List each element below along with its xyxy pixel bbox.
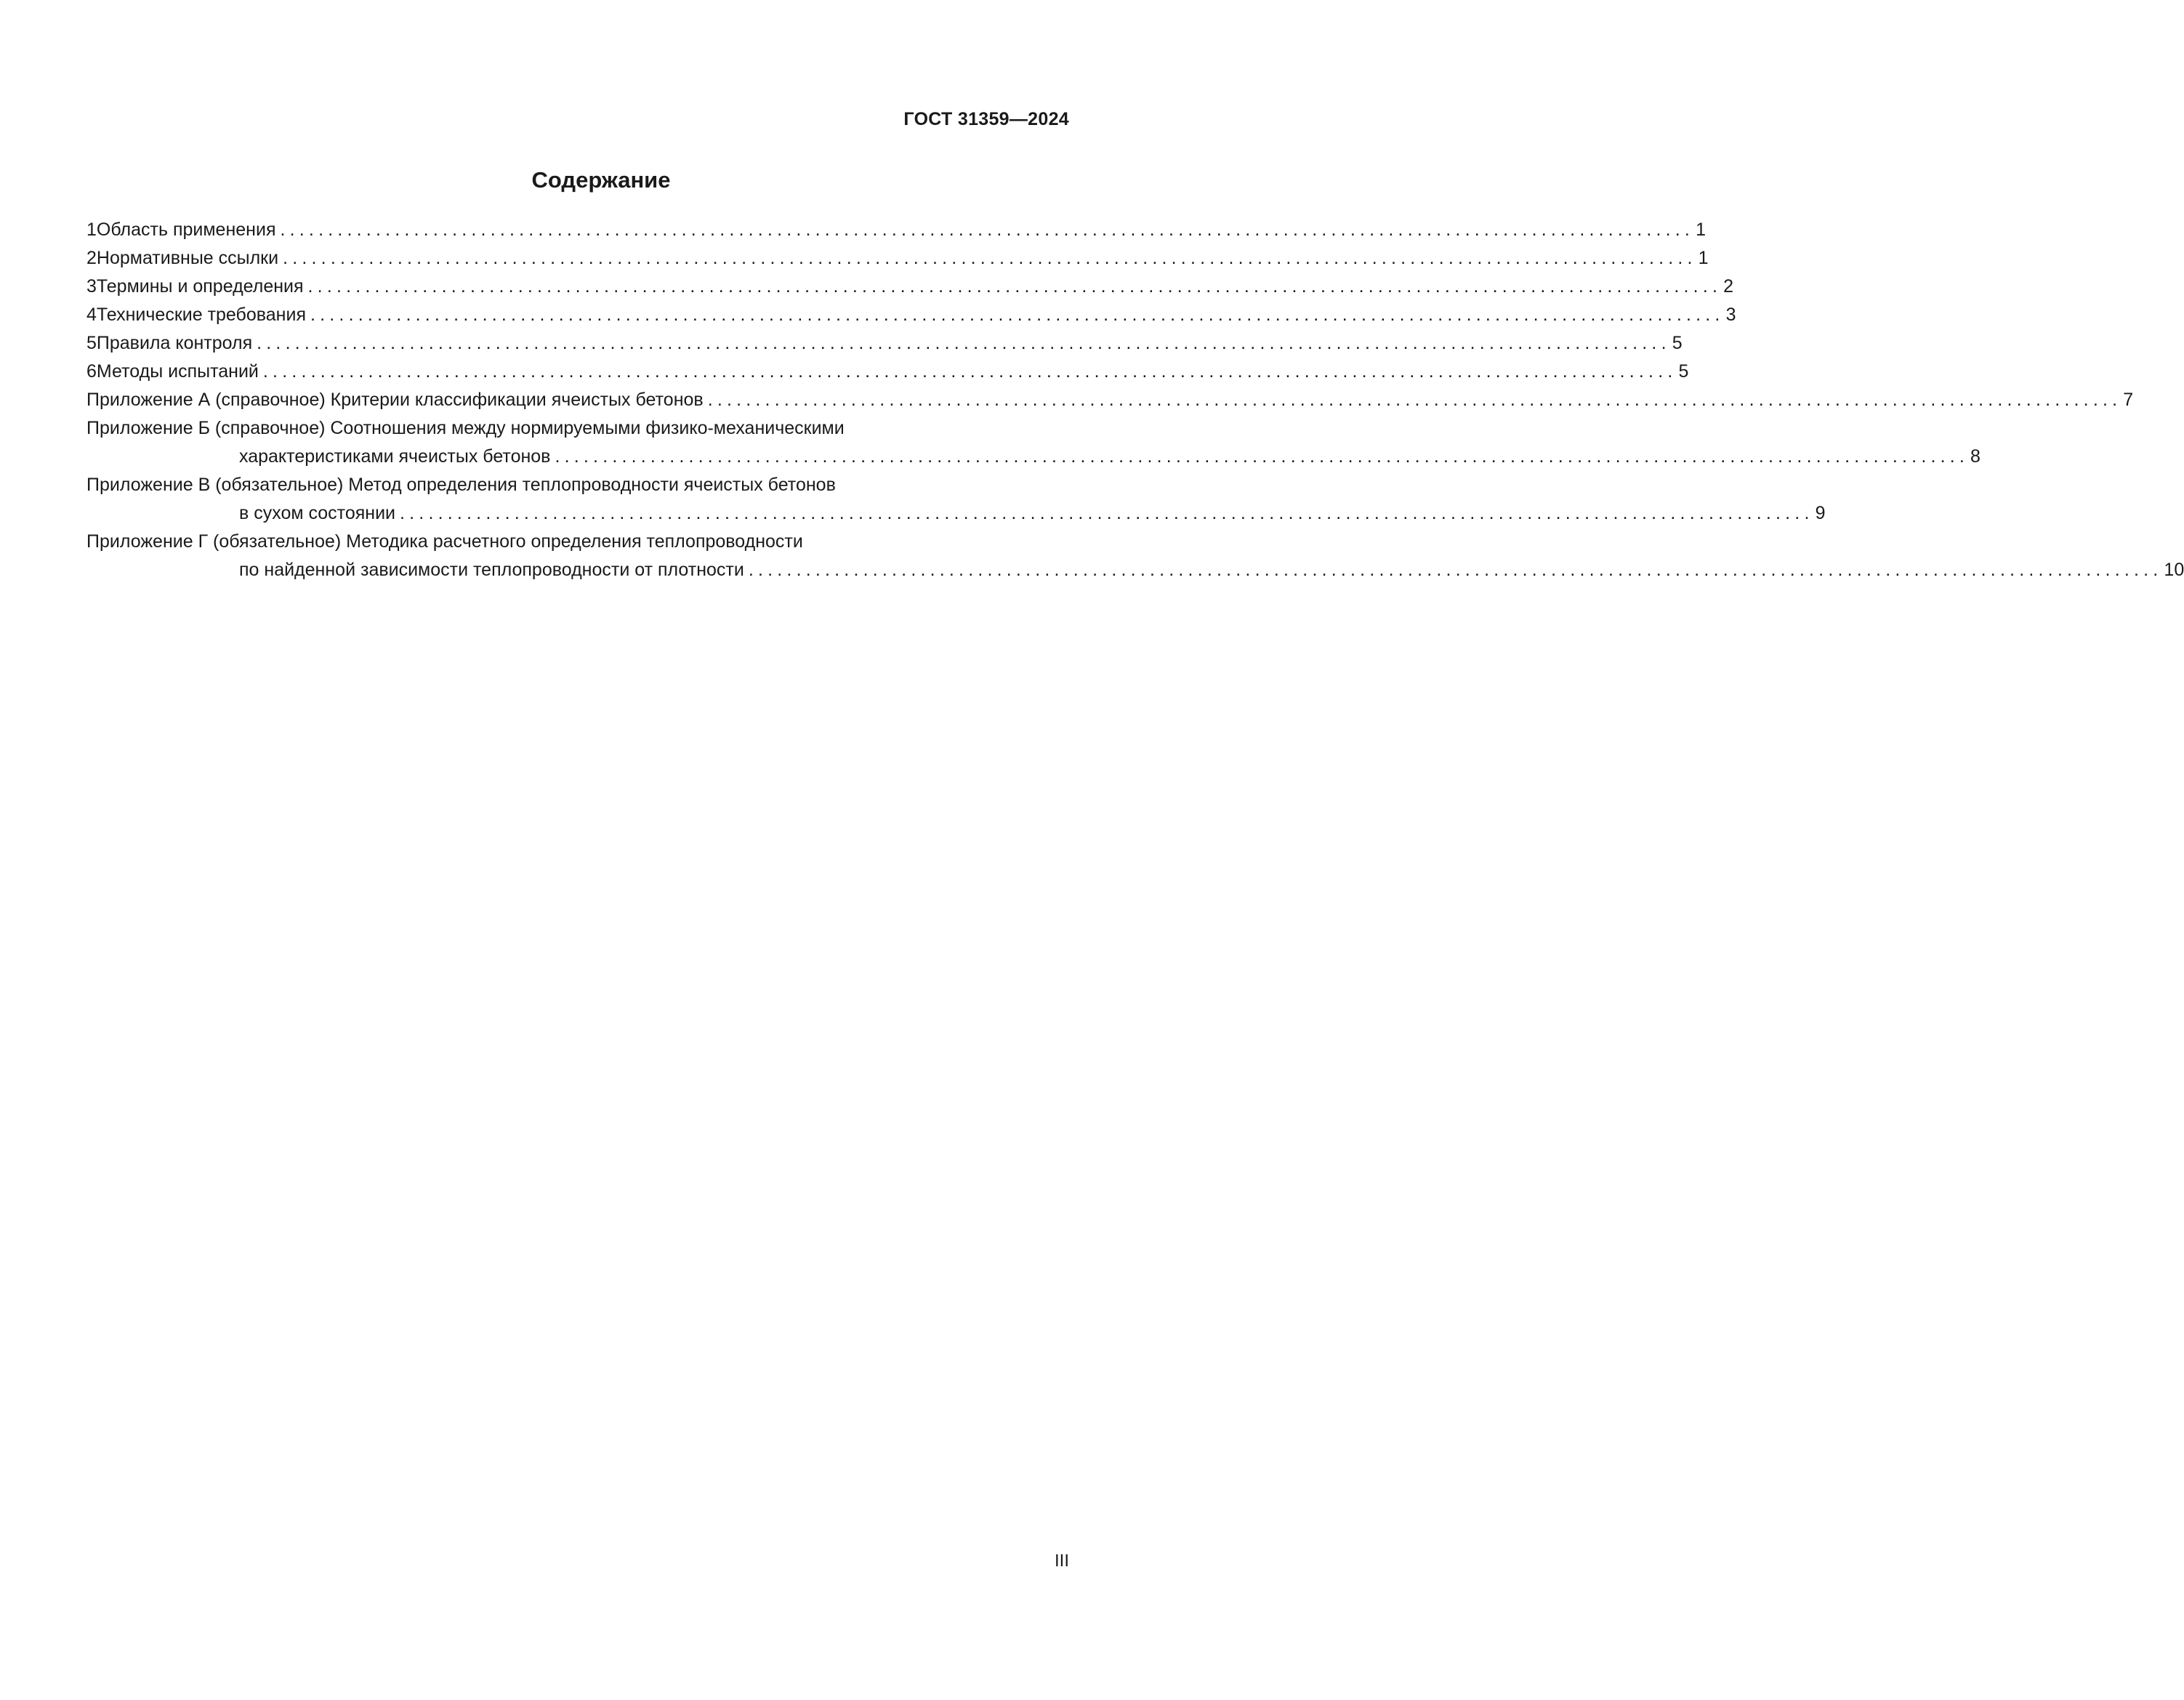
toc-entry-label: Нормативные ссылки — [96, 248, 279, 268]
toc-entry-label-continued: характеристиками ячеистых бетонов — [239, 446, 551, 467]
dot-leader: .................................................................................................................................................... — [310, 305, 1725, 325]
toc-entry-appendix-v[interactable] — [86, 471, 1826, 528]
toc-entry-label: Приложение А (справочное) Критерии классификации ячеистых бетонов — [86, 390, 704, 410]
toc-entry-page: 9 — [1815, 503, 1826, 523]
toc-entry-number: 6 — [86, 361, 97, 382]
toc-entry-label: Правила контроля — [96, 333, 253, 353]
toc-entry-page: 8 — [1970, 446, 1980, 467]
toc-entry-5[interactable] — [86, 329, 1683, 358]
toc-entry-line — [86, 414, 1069, 443]
toc-entry-appendix-g[interactable] — [86, 528, 2184, 584]
toc-entry-3[interactable] — [86, 273, 1734, 301]
toc-entry-page: 1 — [1698, 248, 1709, 268]
page-number: III — [1054, 1551, 1069, 1571]
dot-leader: .................................................................................................................................................... — [555, 446, 1970, 467]
toc-entry-line — [86, 471, 1069, 499]
toc-entry-2[interactable] — [86, 244, 1709, 273]
toc-entry-page: 5 — [1678, 361, 1689, 382]
toc-entry-number: 2 — [86, 248, 97, 268]
toc-entry-label: Технические требования — [96, 305, 306, 325]
dot-leader: .................................................................................................................................................... — [283, 248, 1697, 268]
toc-entry-6[interactable] — [86, 358, 1689, 386]
toc-entry-label: Термины и определения — [96, 276, 304, 297]
toc-entry-page: 2 — [1723, 276, 1734, 297]
toc-entry-line — [86, 499, 1826, 528]
toc-entry-page: 5 — [1672, 333, 1683, 353]
dot-leader: .................................................................................................................................................... — [307, 276, 1722, 297]
dot-leader: .................................................................................................................................................... — [280, 219, 1695, 240]
dot-leader: .................................................................................................................................................... — [748, 560, 2163, 580]
toc-title: Содержание — [531, 167, 671, 193]
toc-entry-line — [86, 528, 1069, 556]
dot-leader: .................................................................................................................................................... — [707, 390, 2122, 410]
toc-entry-label: Приложение В (обязательное) Метод определения теплопроводности ячеистых бетонов — [86, 475, 836, 495]
toc-entry-number: 1 — [86, 219, 97, 240]
toc-entry-label: Приложение Г (обязательное) Методика расчетного определения теплопроводности — [86, 531, 803, 552]
toc-entry-line — [86, 556, 2184, 584]
toc-entry-1[interactable] — [86, 216, 1706, 244]
toc-entry-page: 3 — [1725, 305, 1736, 325]
dot-leader: .................................................................................................................................................... — [262, 361, 1677, 382]
document-code: ГОСТ 31359—2024 — [903, 109, 1069, 129]
toc-entry-line — [86, 443, 1980, 471]
toc-entry-appendix-a[interactable] — [86, 386, 2134, 414]
toc-entry-label: Приложение Б (справочное) Соотношения между нормируемыми физико-механическими — [86, 418, 845, 438]
table-of-contents — [86, 216, 2184, 584]
toc-entry-label: Методы испытаний — [96, 361, 259, 382]
toc-entry-page: 10 — [2164, 560, 2184, 580]
toc-entry-number: 3 — [86, 276, 97, 297]
toc-entry-number: 5 — [86, 333, 97, 353]
toc-entry-label-continued: по найденной зависимости теплопроводности от плотности — [239, 560, 744, 580]
toc-entry-appendix-b[interactable] — [86, 414, 1980, 471]
toc-entry-4[interactable] — [86, 301, 1736, 329]
toc-entry-page: 7 — [2123, 390, 2134, 410]
toc-entry-page: 1 — [1696, 219, 1706, 240]
dot-leader: .................................................................................................................................................... — [257, 333, 1671, 353]
dot-leader: .................................................................................................................................................... — [400, 503, 1814, 523]
toc-entry-label: Область применения — [96, 219, 276, 240]
toc-entry-number: 4 — [86, 305, 97, 325]
toc-entry-label-continued: в сухом состоянии — [239, 503, 396, 523]
